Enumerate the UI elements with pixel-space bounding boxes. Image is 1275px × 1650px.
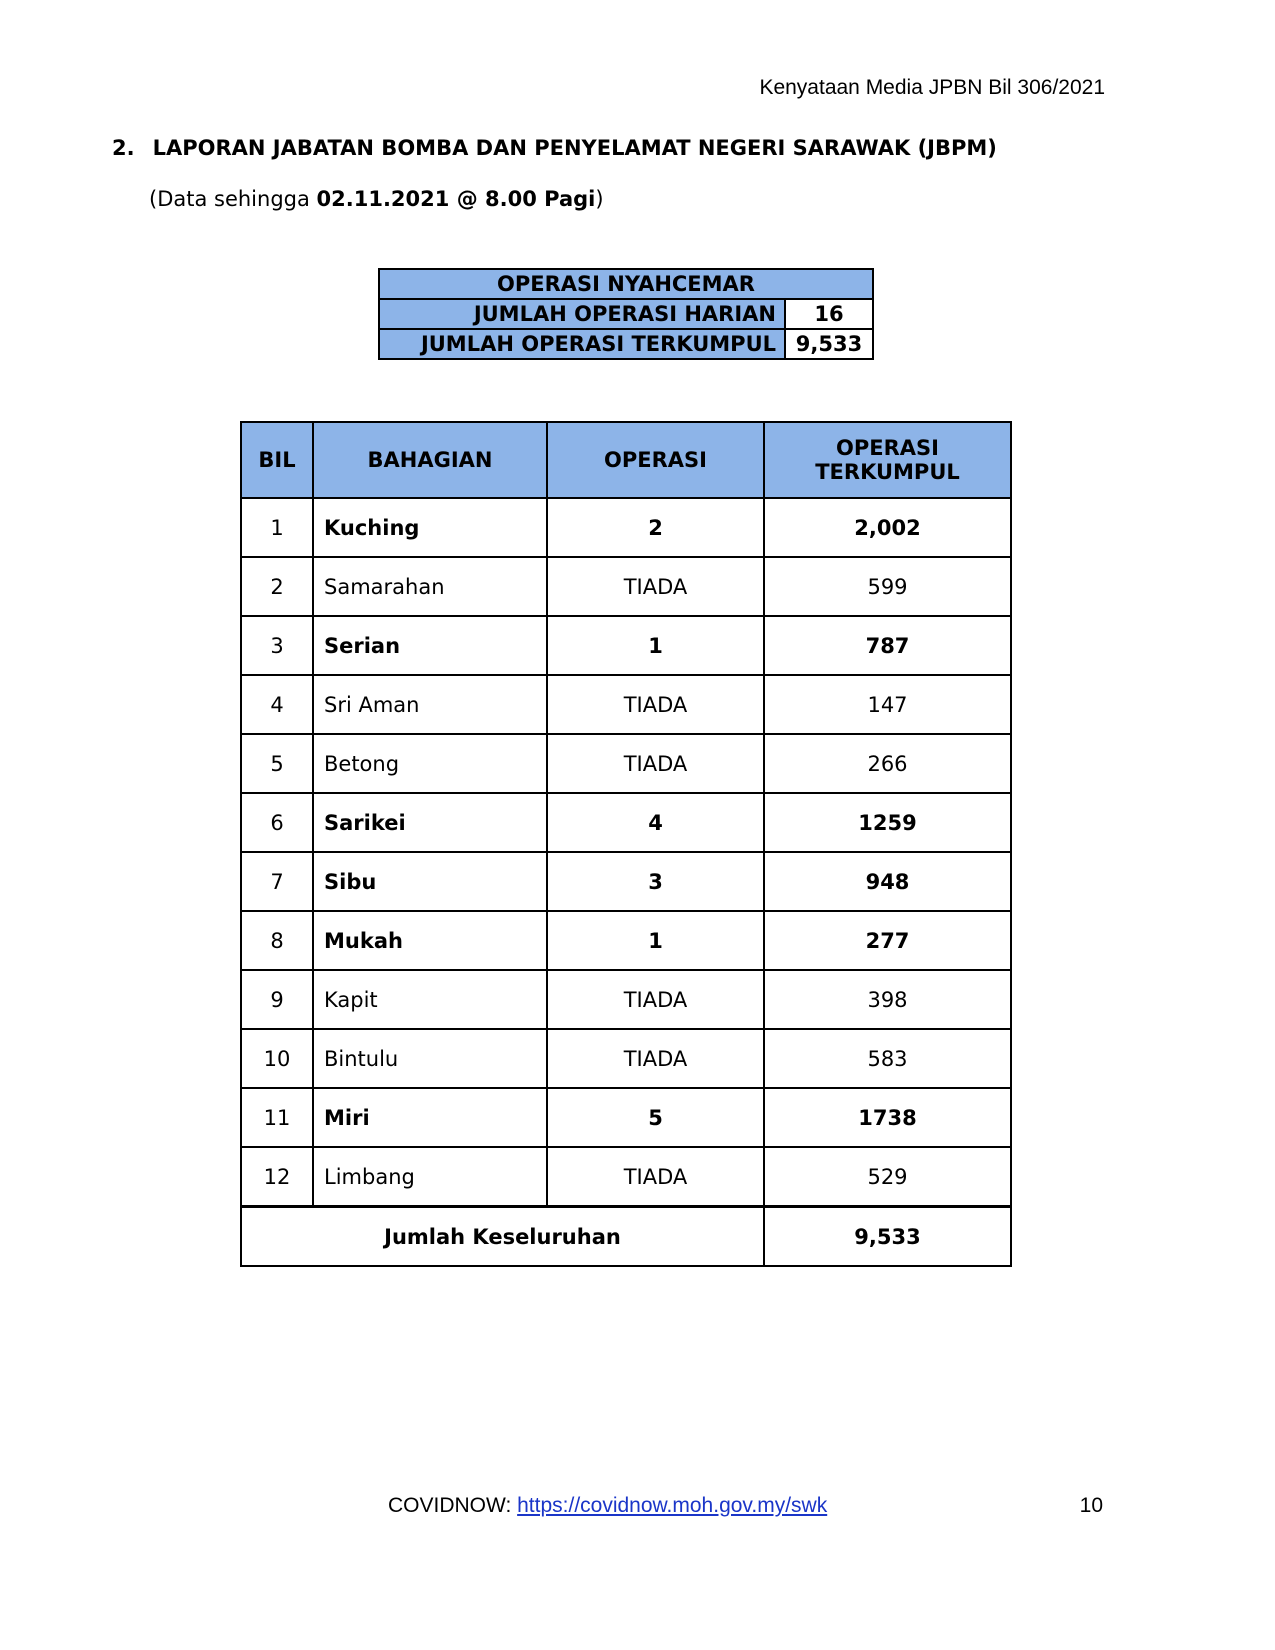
header-bil: BIL: [241, 422, 313, 498]
row-bil: 2: [241, 557, 313, 616]
row-operasi-terkumpul: 948: [764, 852, 1011, 911]
row-bahagian: Samarahan: [313, 557, 547, 616]
header-operasi-terkumpul: OPERASI TERKUMPUL: [764, 422, 1011, 498]
row-operasi-terkumpul: 266: [764, 734, 1011, 793]
row-bahagian: Miri: [313, 1088, 547, 1147]
table-row: [241, 675, 1011, 734]
row-operasi: 5: [547, 1088, 764, 1147]
total-value: 9,533: [764, 1207, 1011, 1267]
page-number: 10: [1079, 1494, 1103, 1517]
row-bahagian: Sarikei: [313, 793, 547, 852]
row-bahagian: Sibu: [313, 852, 547, 911]
row-operasi: 2: [547, 498, 764, 557]
summary-title: OPERASI NYAHCEMAR: [379, 269, 873, 299]
footer-prefix: COVIDNOW:: [388, 1494, 518, 1517]
row-bahagian: Mukah: [313, 911, 547, 970]
row-bahagian: Betong: [313, 734, 547, 793]
row-operasi-terkumpul: 277: [764, 911, 1011, 970]
table-row: [241, 1147, 1011, 1207]
row-bahagian: Bintulu: [313, 1029, 547, 1088]
row-operasi-terkumpul: 599: [764, 557, 1011, 616]
table-row: [241, 970, 1011, 1029]
section-heading: [112, 136, 997, 160]
row-bil: 6: [241, 793, 313, 852]
total-label: Jumlah Keseluruhan: [241, 1207, 764, 1267]
row-bahagian: Sri Aman: [313, 675, 547, 734]
data-note-prefix: (Data sehingga: [149, 187, 317, 211]
row-bil: 9: [241, 970, 313, 1029]
row-bil: 8: [241, 911, 313, 970]
daily-operations-value: 16: [785, 299, 873, 329]
row-operasi: 4: [547, 793, 764, 852]
table-header-row: [241, 422, 1011, 498]
row-bil: 1: [241, 498, 313, 557]
header-operasi: OPERASI: [547, 422, 764, 498]
row-bil: 3: [241, 616, 313, 675]
row-operasi-terkumpul: 787: [764, 616, 1011, 675]
table-row: [241, 793, 1011, 852]
row-operasi: TIADA: [547, 734, 764, 793]
covidnow-link[interactable]: https://covidnow.moh.gov.my/swk: [517, 1494, 828, 1517]
row-operasi-terkumpul: 529: [764, 1147, 1011, 1207]
data-date-note: [149, 187, 604, 211]
row-bahagian: Limbang: [313, 1147, 547, 1207]
row-operasi: 3: [547, 852, 764, 911]
row-operasi: TIADA: [547, 970, 764, 1029]
row-bahagian: Kapit: [313, 970, 547, 1029]
daily-operations-label: JUMLAH OPERASI HARIAN: [379, 299, 785, 329]
section-number: 2.: [112, 136, 135, 160]
row-bil: 4: [241, 675, 313, 734]
row-operasi-terkumpul: 583: [764, 1029, 1011, 1088]
table-row: [241, 911, 1011, 970]
row-bil: 11: [241, 1088, 313, 1147]
row-operasi-terkumpul: 398: [764, 970, 1011, 1029]
row-bil: 12: [241, 1147, 313, 1207]
table-row: [241, 734, 1011, 793]
table-row: [241, 498, 1011, 557]
table-row: [241, 616, 1011, 675]
row-operasi: TIADA: [547, 1029, 764, 1088]
summary-table: [378, 268, 874, 360]
row-operasi-terkumpul: 147: [764, 675, 1011, 734]
section-title: LAPORAN JABATAN BOMBA DAN PENYELAMAT NEGERI SARAWAK (JBPM): [152, 136, 997, 160]
row-bil: 10: [241, 1029, 313, 1088]
row-operasi: 1: [547, 616, 764, 675]
table-row: [241, 557, 1011, 616]
table-row: [241, 1088, 1011, 1147]
cumulative-operations-value: 9,533: [785, 329, 873, 359]
data-note-date: 02.11.2021 @ 8.00 Pagi: [316, 187, 596, 211]
header-bahagian: BAHAGIAN: [313, 422, 547, 498]
division-operations-table: [240, 421, 1012, 1267]
row-operasi-terkumpul: 1259: [764, 793, 1011, 852]
footer-link-line: [388, 1494, 827, 1518]
row-operasi: TIADA: [547, 557, 764, 616]
document-reference: Kenyataan Media JPBN Bil 306/2021: [759, 76, 1105, 99]
row-operasi: TIADA: [547, 1147, 764, 1207]
cumulative-operations-label: JUMLAH OPERASI TERKUMPUL: [379, 329, 785, 359]
row-operasi-terkumpul: 1738: [764, 1088, 1011, 1147]
table-row: [241, 852, 1011, 911]
row-operasi: 1: [547, 911, 764, 970]
row-operasi: TIADA: [547, 675, 764, 734]
row-bil: 5: [241, 734, 313, 793]
row-bahagian: Serian: [313, 616, 547, 675]
row-operasi-terkumpul: 2,002: [764, 498, 1011, 557]
row-bil: 7: [241, 852, 313, 911]
total-row: [241, 1207, 1011, 1267]
row-bahagian: Kuching: [313, 498, 547, 557]
table-row: [241, 1029, 1011, 1088]
data-note-suffix: ): [595, 187, 604, 211]
